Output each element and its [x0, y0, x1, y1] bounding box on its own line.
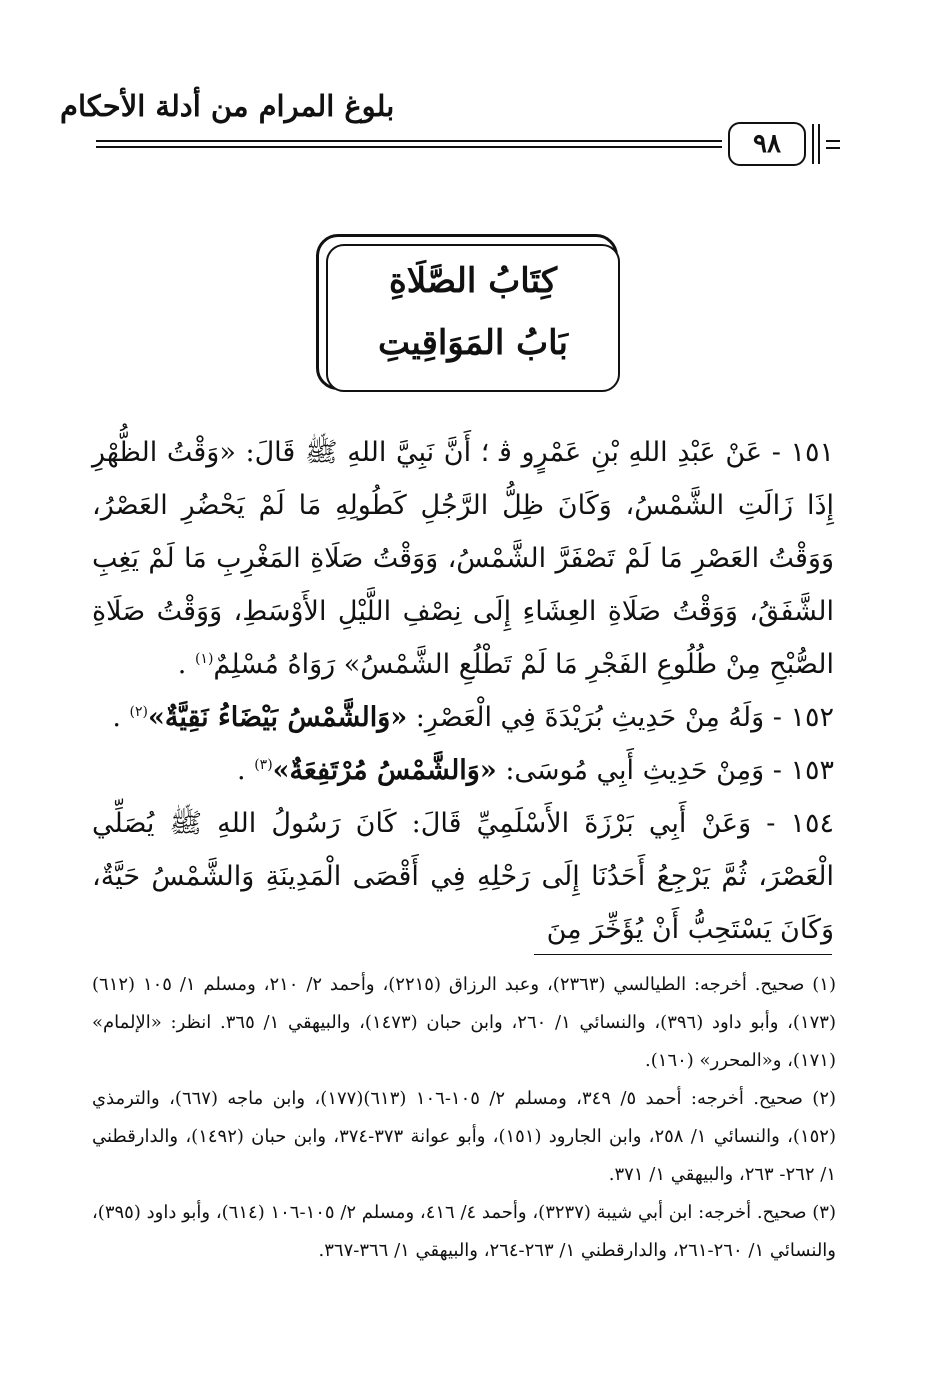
- page-number: ٩٨: [728, 122, 806, 166]
- chapter-title: بَابُ المَوَاقِيتِ: [377, 323, 569, 363]
- footnote-marker: (٣): [812, 1202, 836, 1223]
- hadith-number: ١٥٣ -: [772, 755, 834, 786]
- hadith-152: [92, 691, 834, 744]
- hadith-number: ١٥١ -: [771, 437, 834, 468]
- hadith-quote: «وَالشَّمْسُ مُرْتَفِعَةٌ»: [272, 755, 497, 786]
- footnote-text: صحيح. أخرجه: الطيالسي (٢٣٦٣)، وعبد الرزاق (٢٢١٥)، وأحمد ٢/ ٢١٠، ومسلم ١/ ١٠٥ (٦١٢)(١٧٣)، وأبو داود (٣٩٦)، والنسائي ١/ ٢٦٠، وابن حبان (١٤٧٣)، والبيهقي ١/ ٣٦٥. انظر: «الإلمام» (١٧١)، و«المحرر» (١٦٠).: [92, 974, 836, 1071]
- header-ornament-bar: [812, 124, 814, 164]
- footnote-ref[interactable]: (٢): [129, 704, 148, 720]
- hadith-number: ١٥٢ -: [772, 702, 834, 733]
- running-title: بلوغ المرام من أدلة الأحكام: [60, 89, 395, 123]
- hadith-151: [92, 426, 834, 691]
- book-title: كِتَابُ الصَّلَاةِ: [388, 261, 558, 301]
- hadith-end: .: [112, 702, 121, 733]
- footnote-1: [92, 966, 836, 1080]
- footnote-ref[interactable]: (٣): [254, 757, 273, 773]
- hadith-body: [92, 426, 834, 956]
- hadith-quote: «وَالشَّمْسُ بَيْضَاءُ نَقِيَّةٌ»: [147, 702, 408, 733]
- header-rule-top: [96, 140, 722, 142]
- header-rule-bottom: [96, 146, 722, 148]
- header-ornament-dash: [826, 140, 840, 142]
- hadith-number: ١٥٤ -: [766, 808, 834, 839]
- hadith-text: وَعَنْ أَبِي بَرْزَةَ الأَسْلَمِيِّ قَالَ: كَانَ رَسُولُ اللهِ ﷺ يُصَلِّي الْعَصْرَ، ثُمَّ يَرْجِعُ أَحَدُنَا إِلَى رَحْلِهِ فِي أَقْصَى الْمَدِينَةِ وَالشَّمْسُ حَيَّةٌ، وَكَانَ يَسْتَحِبُّ أَنْ يُؤَخِّرَ مِنَ: [92, 808, 834, 945]
- footnote-text: صحيح. أخرجه: أحمد ٥/ ٣٤٩، ومسلم ٢/ ١٠٥-١٠٦ (٦١٣)(١٧٧)، وابن ماجه (٦٦٧)، والترمذي (١٥٢)، والنسائي ١/ ٢٥٨، وابن الجارود (١٥١)، وأبو عوانة ٣٧٣-٣٧٤، وابن حبان (١٤٩٢)، والدارقطني ١/ ٢٦٢- ٢٦٣، والبيهقي ١/ ٣٧١.: [92, 1088, 836, 1185]
- footnote-ref[interactable]: (١): [194, 651, 214, 667]
- footnote-marker: (٢): [812, 1088, 837, 1109]
- hadith-153: [92, 744, 834, 797]
- footnote-3: [92, 1194, 836, 1270]
- chapter-title-frame: [316, 234, 628, 400]
- header-ornament-bar: [818, 124, 820, 164]
- hadith-text: وَلَهُ مِنْ حَدِيثِ بُرَيْدَةَ فِي الْعَصْرِ:: [407, 702, 765, 733]
- footnote-text: صحيح. أخرجه: ابن أبي شيبة (٣٢٣٧)، وأحمد ٤/ ٤١٦، ومسلم ٢/ ١٠٥-١٠٦ (٦١٤)، وأبو داود (٣٩٥)، والنسائي ١/ ٢٦٠-٢٦١، والدارقطني ١/ ٢٦٣-٢٦٤، والبيهقي ١/ ٣٦٦-٣٦٧.: [92, 1202, 836, 1261]
- hadith-154: [92, 797, 834, 956]
- header-ornament-dash: [826, 147, 840, 149]
- hadith-text: عَنْ عَبْدِ اللهِ بْنِ عَمْرٍو ﭬ ؛ أَنَّ نَبِيَّ اللهِ ﷺ قَالَ: «وَقْتُ الظُّهْرِ إِذَا زَالَتِ الشَّمْسُ، وَكَانَ ظِلُّ الرَّجُلِ كَطُولِهِ مَا لَمْ يَحْضُرِ العَصْرُ، وَوَقْتُ العَصْرِ مَا لَمْ تَصْفَرَّ الشَّمْسُ، وَوَقْتُ صَلَاةِ المَغْرِبِ مَا لَمْ يَغِبِ الشَّفَقُ، وَوَقْتُ صَلَاةِ العِشَاءِ إِلَى نِصْفِ اللَّيْلِ الأَوْسَطِ، وَوَقْتُ صَلَاةِ الصُّبْحِ مِنْ طُلُوعِ الفَجْرِ مَا لَمْ تَطْلُعِ الشَّمْسُ» رَوَاهُ مُسْلِمٌ: [92, 437, 835, 680]
- footnote-marker: (١): [812, 974, 836, 995]
- footnote-2: [92, 1080, 836, 1194]
- hadith-end: .: [237, 755, 246, 786]
- hadith-text: وَمِنْ حَدِيثِ أَبِي مُوسَى:: [496, 755, 765, 786]
- footnote-separator: [534, 954, 832, 955]
- hadith-end: .: [177, 649, 187, 680]
- footnotes: [92, 966, 836, 1270]
